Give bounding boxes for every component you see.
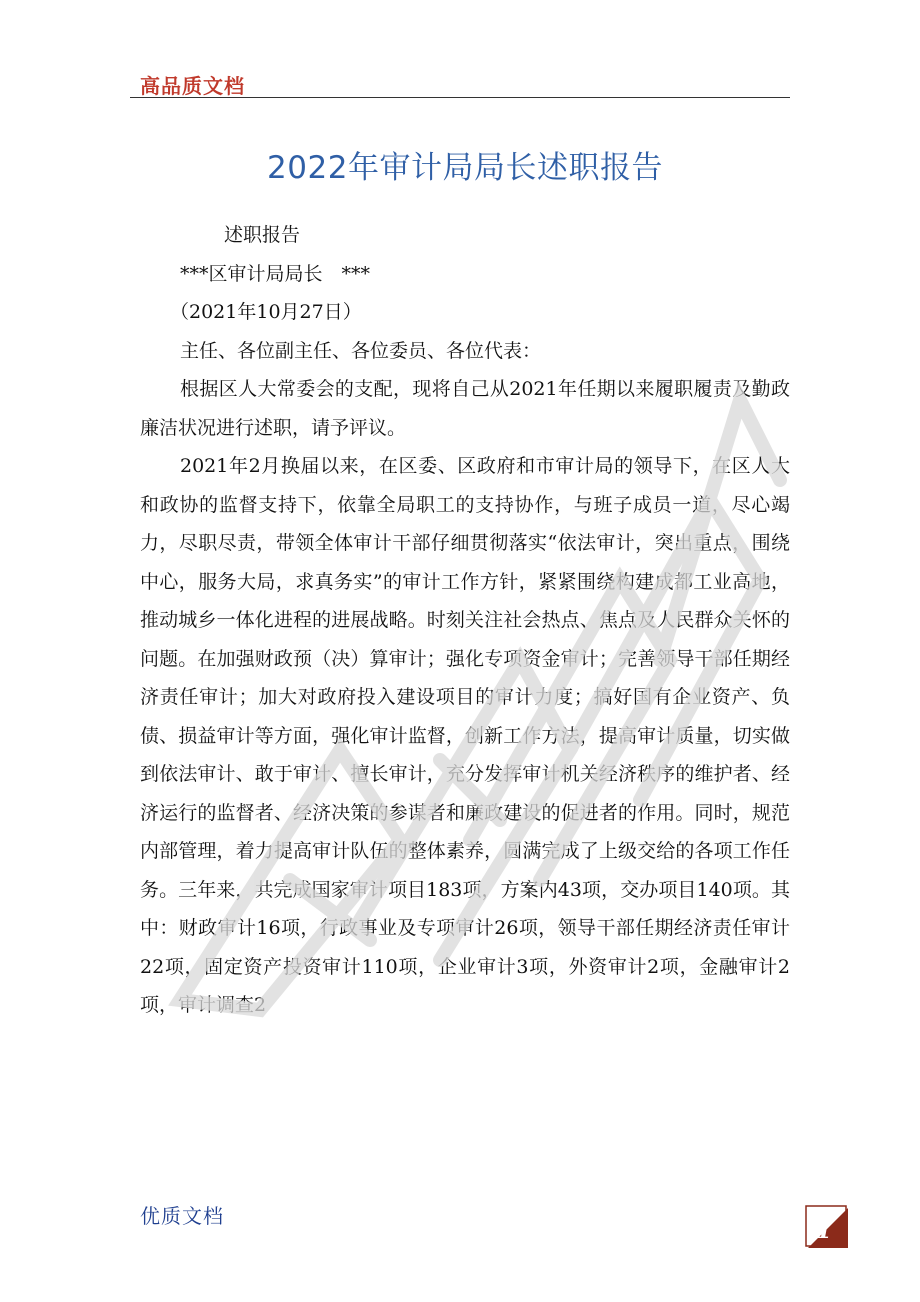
page-number-badge — [804, 1204, 848, 1248]
document-body — [140, 216, 790, 1025]
intro-paragraph: 根据区人大常委会的支配，现将自己从2021年任期以来履职履责及勤政廉洁状况进行述职，请予评议。 — [140, 378, 790, 439]
report-heading: 述职报告 — [224, 224, 301, 246]
page-number: 1 — [816, 1218, 832, 1244]
footer-brand: 优质文档 — [140, 1204, 224, 1228]
date-line: （2021年10月27日） — [170, 301, 362, 323]
header-divider — [130, 97, 790, 98]
header-brand: 高品质文档 — [140, 74, 245, 98]
author-line: ***区审计局局长 *** — [180, 262, 371, 285]
document-title: 2022年审计局局长述职报告 — [267, 150, 663, 186]
main-paragraph: 2021年2月换届以来，在区委、区政府和市审计局的领导下，在区人大和政协的监督支持下，依靠全局职工的支持协作，与班子成员一道，尽心竭力，尽职尽责，带领全体审计干部仔细贯彻落实“依法审计，突出重点，围绕中心，服务大局，求真务实”的审计工作方针，紧紧围绕构建成都工业高地，推动城乡一体化进程的进展战略。时刻关注社会热点、焦点及人民群众关怀的问题。在加强财政预（决）算审计；强化专项资金审计；完善领导干部任期经济责任审计；加大对政府投入建设项目的审计力度；搞好国有企业资产、负债、损益审计等方面，强化审计监督，创新工作方法，提高审计质量，切实做到依法审计、敢于审计、擅长审计，充分发挥审计机关经济秩序的维护者、经济运行的监督者、经济决策的参谋者和廉政建设的促进者的作用。同时，规范内部管理，着力提高审计队伍的整体素养，圆满完成了上级交给的各项工作任务。三年来，共完成国家审计项目183项，方案内43项，交办项目140项。其中：财政审计16项，行政事业及专项审计26项，领导干部任期经济责任审计22项，固定资产投资审计110项，企业审计3项，外资审计2项，金融审计2项，审计调查2 — [140, 455, 790, 1016]
salutation: 主任、各位副主任、各位委员、各位代表： — [180, 339, 542, 362]
